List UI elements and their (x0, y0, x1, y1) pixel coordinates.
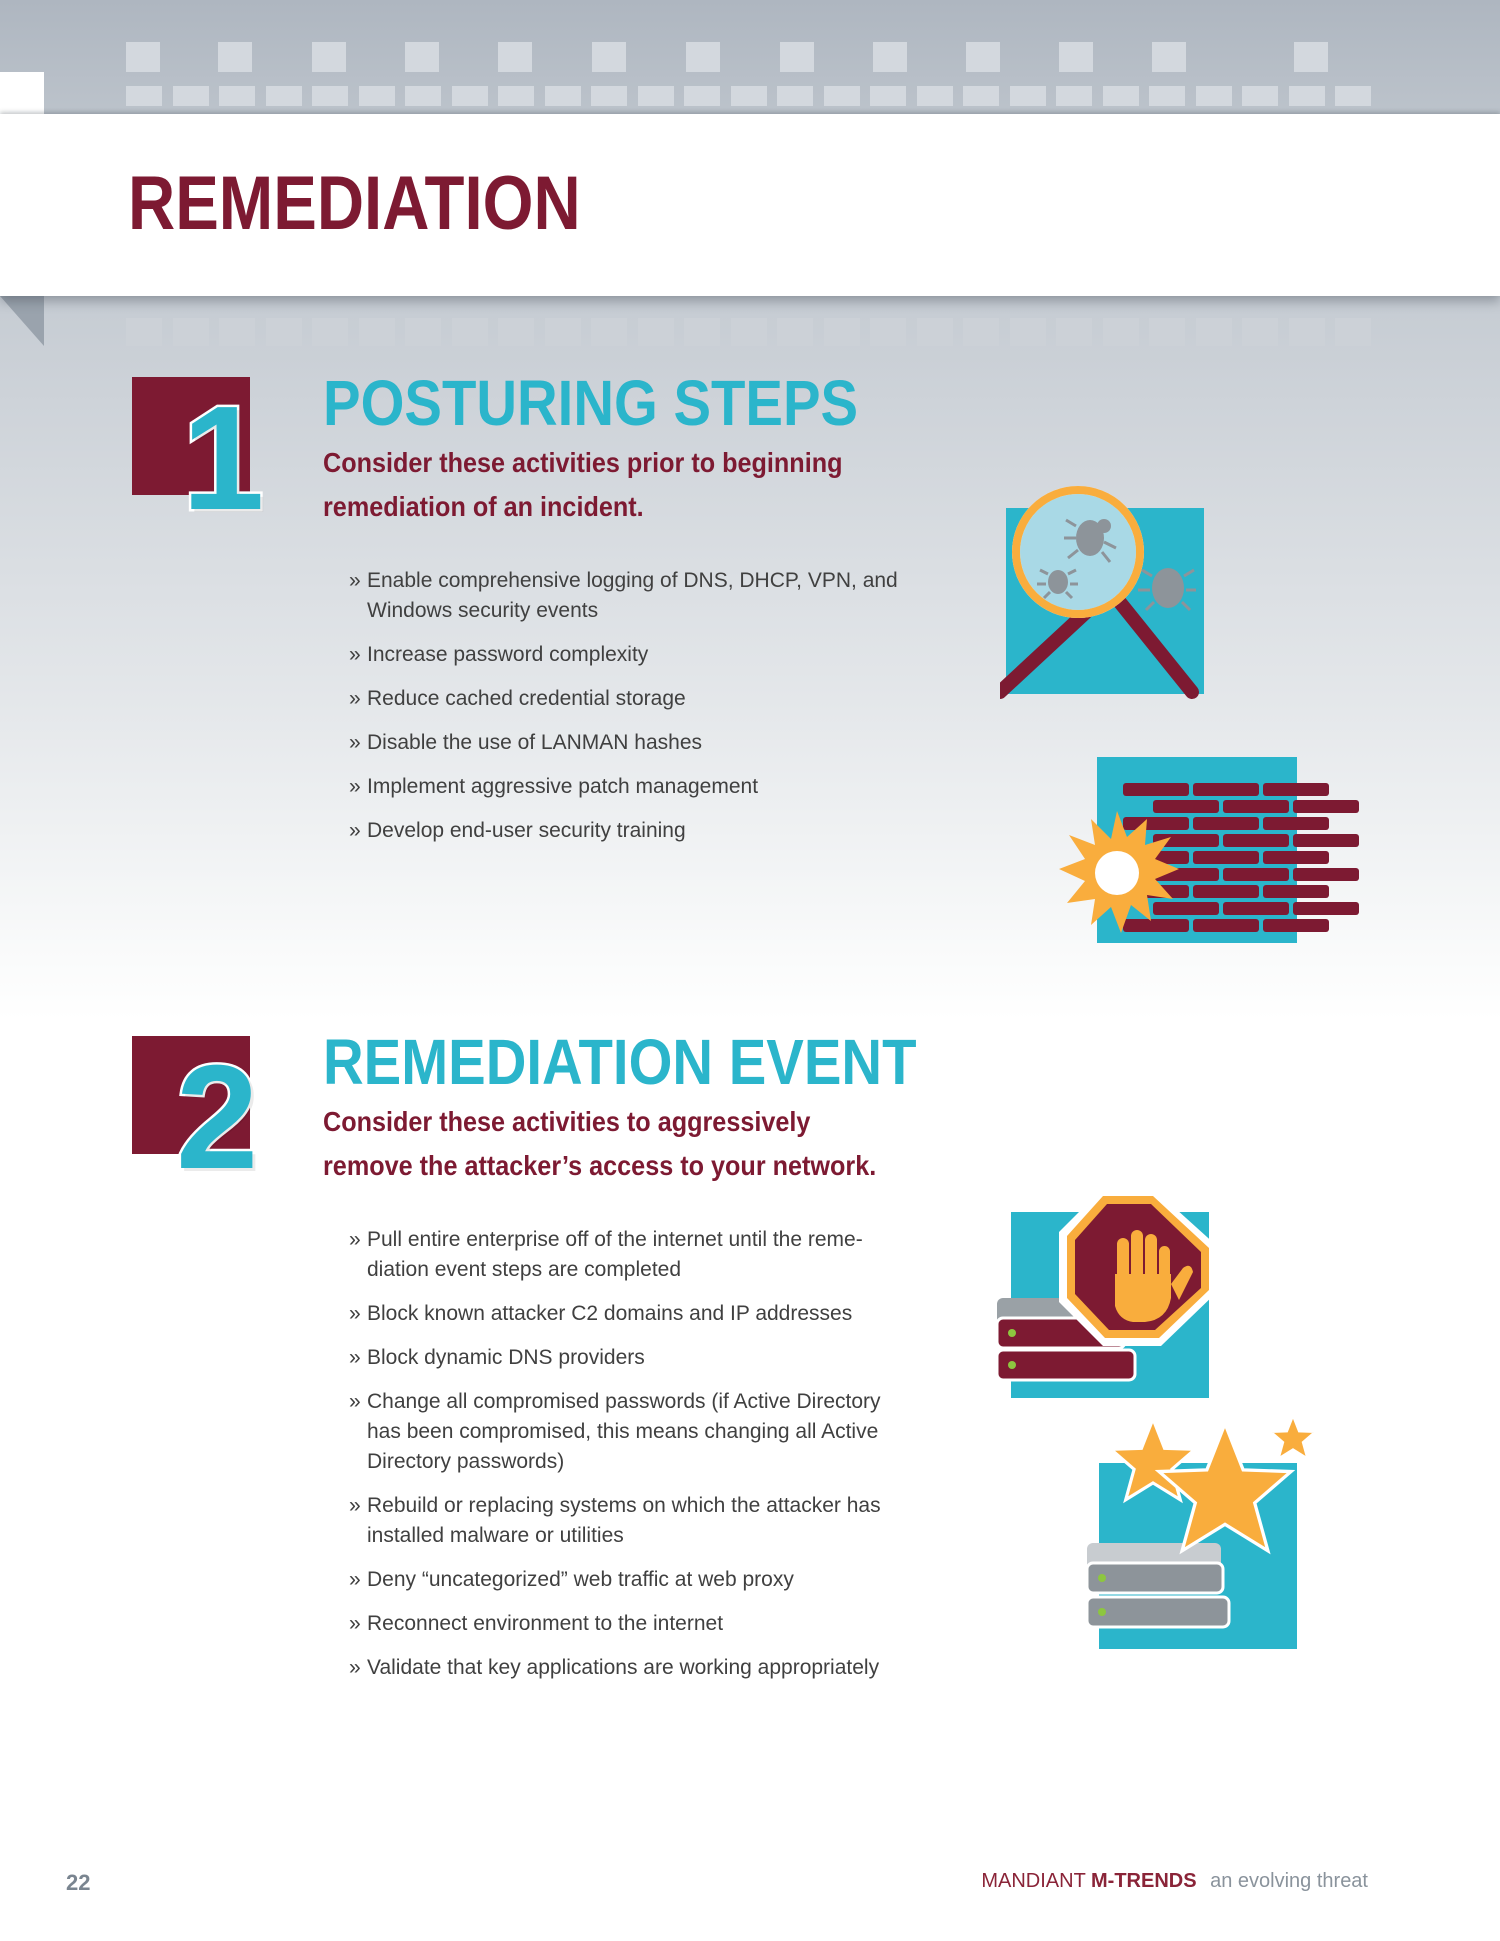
decorative-square (1056, 318, 1092, 346)
page-number: 22 (66, 1870, 91, 1895)
decorative-square (312, 86, 348, 106)
list-item: » Block dynamic DNS providers (349, 1346, 645, 1369)
decorative-square (1196, 318, 1232, 346)
decorative-square (1196, 86, 1232, 106)
footer-product: M-TRENDS (1091, 1870, 1197, 1892)
decorative-square (498, 86, 534, 106)
decorative-square (1152, 42, 1186, 72)
decorative-square (1010, 86, 1046, 106)
left-tab-decoration (0, 72, 44, 116)
section-number: 1 (182, 376, 265, 541)
section-subtitle: Consider these activities prior to beginning remediation of an incident. (323, 447, 843, 522)
decorative-square (777, 86, 813, 106)
decorative-square (1103, 86, 1139, 106)
stars-server-icon (1085, 1415, 1325, 1655)
decorative-square (638, 318, 674, 346)
decorative-square (777, 318, 813, 346)
list-item: » Reconnect environment to the internet (349, 1612, 724, 1635)
decorative-square (219, 86, 255, 106)
footer-tagline: an evolving threat (1210, 1870, 1368, 1892)
decorative-square (1242, 318, 1278, 346)
decorative-square (686, 42, 720, 72)
list-item: » Deny “uncategorized” web traffic at web proxy (349, 1568, 794, 1591)
decorative-square (545, 318, 581, 346)
decorative-square (1149, 318, 1185, 346)
decorative-square (638, 86, 674, 106)
decorative-square (684, 318, 720, 346)
list-item: » Disable the use of LANMAN hashes (349, 731, 703, 754)
decorative-square (1059, 42, 1093, 72)
list-item: » Reduce cached credential storage (349, 687, 686, 710)
decorative-square (917, 86, 953, 106)
decorative-square (359, 86, 395, 106)
decorative-square (452, 318, 488, 346)
list-item: » Increase password complexity (349, 643, 649, 666)
footer-branding (981, 1870, 1368, 1893)
decorative-square (173, 318, 209, 346)
decorative-square (1149, 86, 1185, 106)
decorative-square (452, 86, 488, 106)
decorative-square (359, 318, 395, 346)
decorative-square (870, 318, 906, 346)
decorative-square (731, 318, 767, 346)
decorative-square (592, 42, 626, 72)
decorative-square (312, 318, 348, 346)
decorative-square (498, 42, 532, 72)
decorative-square (498, 318, 534, 346)
decorative-square (824, 318, 860, 346)
magnifier-bugs-icon (1000, 480, 1220, 700)
list-item: » Pull entire enterprise off of the internet until the reme-diation event steps are completed (349, 1228, 863, 1281)
bullet-list (349, 566, 909, 860)
decorative-square (731, 86, 767, 106)
list-item: » Rebuild or replacing systems on which the attacker has installed malware or utilities (349, 1494, 881, 1547)
list-item: » Enable comprehensive logging of DNS, DHCP, VPN, and Windows security events (349, 569, 898, 622)
bullet-list (349, 1225, 909, 1697)
decorative-square (545, 86, 581, 106)
decorative-square (126, 318, 162, 346)
decorative-square (219, 318, 255, 346)
page-title: REMEDIATION (128, 161, 581, 246)
decorative-square (405, 318, 441, 346)
decorative-square (126, 42, 160, 72)
decorative-square (1056, 86, 1092, 106)
decorative-square (312, 42, 346, 72)
decorative-square (873, 42, 907, 72)
decorative-square (684, 86, 720, 106)
stop-hand-server-icon (995, 1188, 1225, 1398)
decorative-square (126, 86, 162, 106)
decorative-square (266, 318, 302, 346)
firewall-breach-icon (1055, 755, 1360, 945)
decorative-square (1010, 318, 1046, 346)
decorative-square (405, 86, 441, 106)
list-item: » Validate that key applications are working appropriately (349, 1656, 880, 1679)
decorative-square (173, 86, 209, 106)
decorative-square (966, 42, 1000, 72)
decorative-square (824, 86, 860, 106)
decorative-square (591, 86, 627, 106)
section-number: 2 (176, 1035, 259, 1200)
section-subtitle: Consider these activities to aggressively remove the attacker’s access to your network. (323, 1106, 877, 1181)
list-item: » Block known attacker C2 domains and IP addresses (349, 1302, 853, 1325)
section-title: REMEDIATION EVENT (323, 1026, 917, 1098)
decorative-square (266, 86, 302, 106)
decorative-square (1289, 318, 1325, 346)
left-tab-decoration-lower (0, 296, 44, 346)
section-title: POSTURING STEPS (323, 367, 859, 439)
decorative-square (218, 42, 252, 72)
decorative-square (780, 42, 814, 72)
decorative-square (1242, 86, 1278, 106)
decorative-square (1289, 86, 1325, 106)
decorative-square (963, 318, 999, 346)
list-item: » Develop end-user security training (349, 819, 686, 842)
list-item: » Implement aggressive patch management (349, 775, 759, 798)
decorative-square (963, 86, 999, 106)
decorative-square (917, 318, 953, 346)
decorative-square (1103, 318, 1139, 346)
footer-brand: MANDIANT (981, 1870, 1086, 1892)
decorative-square (1335, 318, 1371, 346)
decorative-square (591, 318, 627, 346)
decorative-square (1335, 86, 1371, 106)
decorative-square (405, 42, 439, 72)
decorative-square (870, 86, 906, 106)
decorative-square (1294, 42, 1328, 72)
list-item: » Change all compromised passwords (if Active Directory has been compromised, this means changing all Active Directory passwords) (349, 1390, 881, 1473)
